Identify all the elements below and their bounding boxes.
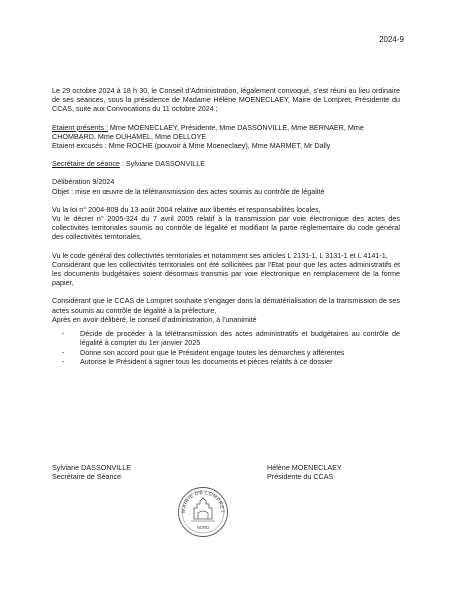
- deliberation-object: Objet : mise en œuvre de la télétransmission des actes soumis au contrôle de légalité: [52, 186, 325, 196]
- present-list: [52, 123, 400, 141]
- vu-code: Vu le code général des collectivités territoriales et notamment ses articles L 2131-1, L 3131-1 et L 4141-1,: [52, 250, 388, 260]
- seal-label: NORD: [196, 525, 210, 530]
- secretary-name: : Sylviane DASSONVILLE: [119, 159, 206, 169]
- president-signature-block: [267, 463, 342, 481]
- decision-item: - Décide de procéder à la télétransmission des actes administratifs et budgétaires au contrôle de légalité à compter du 1er janvier 2025: [62, 329, 400, 347]
- secretary-label: Secrétaire de séance: [52, 159, 120, 169]
- secretary-signature-block: [52, 463, 131, 481]
- considerant-ccas: Considérant que le CCAS de Lompret souhaite s’engager dans la dématérialisation de la transmission de ses actes soumis au contrôle de légalité à la préfecture,: [52, 296, 400, 315]
- deliberation-reference: 2024-9: [379, 35, 404, 44]
- vu-decree: Vu le décret n° 2005-324 du 7 avril 2005 relatif à la transmission par voie électronique des actes des collectivités territoriales soumis au contrôle de légalité et modifiant la partie réglementaire du code général des collectivités territoriales,: [52, 214, 400, 242]
- signature-role: Présidente du CCAS: [267, 472, 334, 482]
- signature-role: Secrétaire de Séance: [52, 472, 122, 482]
- signature-name: Hélène MOENECLAEY: [267, 463, 342, 472]
- secretary-line: [52, 159, 400, 168]
- document-body: [52, 86, 400, 367]
- present-names: Mme MOENECLAEY, Présidente, Mme DASSONVILLE, Mme BERNAER, Mme CHOMBARD, Mme DUHAMEL, Mme DELLOYE: [52, 122, 364, 141]
- decision-item: - Donne son accord pour que le Président engage toutes les démarches y afférentes: [62, 348, 400, 357]
- decision-list: [52, 329, 400, 367]
- deliberation-number: Délibération 9/2024: [52, 177, 115, 187]
- decision-item: - Autorise le Président à signer tous les documents et pièces relatifs à ce dossier: [62, 357, 400, 366]
- after-deliberation: Après en avoir délibéré, le conseil d’administration, à l’unanimité: [52, 314, 257, 324]
- excused-list: Etaient excusés : Mme ROCHE (pouvoir à Mme Moeneclaey), Mme MARMET, Mr Dally: [52, 141, 331, 151]
- vu-law: Vu la loi n° 2004-809 du 13 août 2004 relative aux libertés et responsabilités locales,: [52, 204, 321, 214]
- intro-paragraph: Le 29 octobre 2024 à 18 h 30, le Conseil d’Administration, légalement convoqué, s’est réuni au lieu ordinaire de ses séances, sous la présidence de Madame Hélène MOENECLAEY, Maire de Lompret, Présidente du CCAS, suite aux Convocations du 11 octobre 2024 ;: [52, 86, 400, 114]
- mairie-seal-stamp: [177, 486, 229, 538]
- seal-text: MAIRIE DE LOMPRET: [180, 489, 226, 514]
- considerant-state: Considérant que les collectivités territoriales ont été sollicitées par l’Etat pour que les actes administratifs et les documents budgétaires soient désormais transmis par voie électronique en remplacement de la forme papier,: [52, 259, 400, 288]
- signature-name: Sylviane DASSONVILLE: [52, 463, 132, 472]
- present-label: Etaient présents :: [52, 122, 108, 132]
